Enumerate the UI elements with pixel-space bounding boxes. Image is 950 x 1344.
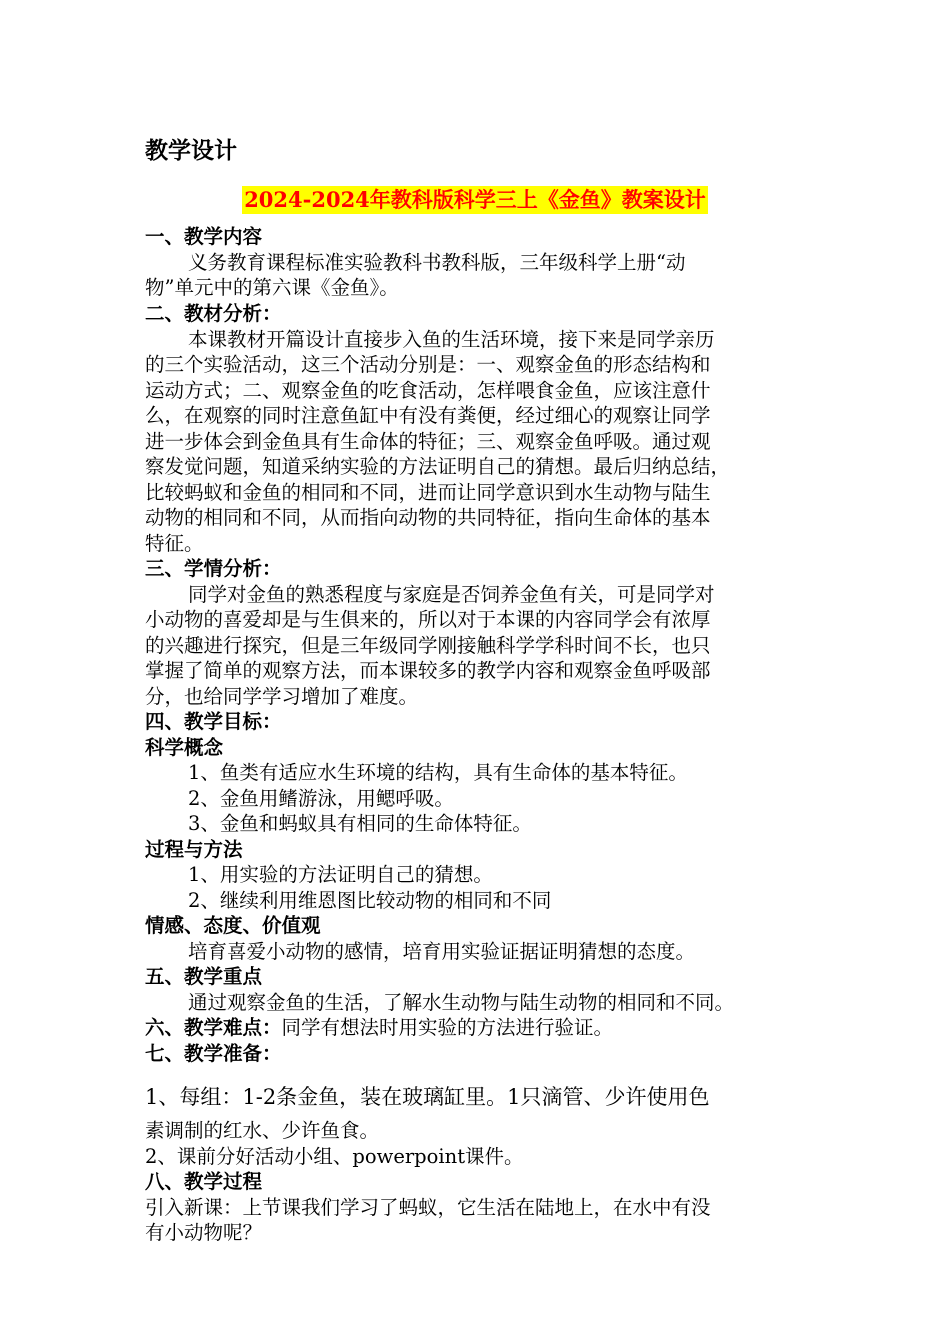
paragraph-line: 本课教材开篇设计直接步入鱼的生活环境，接下来是同学亲历: [188, 328, 715, 351]
list-item: 3、金鱼和蚂蚁具有相同的生命体特征。: [188, 812, 532, 835]
document-title-wrap: [0, 186, 950, 214]
paragraph-line: 分，也给同学学习增加了难度。: [145, 685, 419, 708]
paragraph-line: 1、每组：1-2条金鱼，装在玻璃缸里。1只滴管、少许使用色: [145, 1085, 710, 1109]
section-heading-goals: 四、教学目标：: [145, 710, 282, 733]
paragraph-line: 通过观察金鱼的生活，了解水生动物与陆生动物的相同和不同。: [188, 991, 735, 1014]
paragraph-line: 么，在观察的同时注意鱼缸中有没有粪便，经过细心的观察让同学: [145, 404, 711, 427]
subheading-process-methods: 过程与方法: [145, 838, 243, 861]
paragraph-line: 的三个实验活动，这三个活动分别是：一、观察金鱼的形态结构和: [145, 353, 711, 376]
section-heading-preparation: 七、教学准备：: [145, 1042, 282, 1065]
section-heading-difficulty: 六、教学难点：: [145, 1016, 282, 1039]
section-heading-key-points: 五、教学重点: [145, 965, 263, 988]
section-heading-material-analysis: 二、教材分析：: [145, 302, 282, 325]
paragraph-line: 培育喜爱小动物的感情，培育用实验证据证明猜想的态度。: [188, 940, 696, 963]
subheading-science-concepts: 科学概念: [145, 736, 224, 759]
section-heading-content: 一、教学内容: [145, 225, 263, 248]
paragraph-line: 进一步体会到金鱼具有生命体的特征；三、观察金鱼呼吸。通过观: [145, 430, 711, 453]
paragraph-line: 素调制的红水、少许鱼食。: [145, 1119, 380, 1142]
paragraph-line: 比较蚂蚁和金鱼的相同和不同，进而让同学意识到水生动物与陆生: [145, 481, 711, 504]
list-item: 1、用实验的方法证明自己的猜想。: [188, 863, 493, 886]
paragraph-line: 的兴趣进行探究，但是三年级同学刚接触科学学科时间不长，也只: [145, 634, 711, 657]
list-item: 2、金鱼用鳍游泳，用鳃呼吸。: [188, 787, 454, 810]
document-title: 2024-2024年教科版科学三上《金鱼》教案设计: [244, 187, 706, 212]
paragraph-line: 2、课前分好活动小组、powerpoint课件。: [145, 1145, 524, 1168]
paragraph-line: 物”单元中的第六课《金鱼》。: [145, 276, 399, 299]
list-item: 2、继续利用维恩图比较动物的相同和不同: [188, 889, 552, 912]
section-heading-learner-analysis: 三、学情分析：: [145, 557, 282, 580]
paragraph-line: 有小动物呢？: [145, 1221, 263, 1244]
paragraph-line: 同学对金鱼的熟悉程度与家庭是否饲养金鱼有关，可是同学对: [188, 583, 715, 606]
subheading-attitudes: 情感、态度、价值观: [145, 914, 321, 937]
paragraph-line: 特征。: [145, 532, 204, 555]
paragraph-line: 掌握了简单的观察方法，而本课较多的教学内容和观察金鱼呼吸部: [145, 659, 711, 682]
paragraph-line: 义务教育课程标准实验教科书教科版，三年级科学上册“动: [188, 251, 686, 274]
section-heading-process: 八、教学过程: [145, 1170, 263, 1193]
list-item: 1、鱼类有适应水生环境的结构，具有生命体的基本特征。: [188, 761, 688, 784]
document-header: 教学设计: [145, 137, 237, 164]
paragraph-line: 小动物的喜爱却是与生俱来的，所以对于本课的内容同学会有浓厚: [145, 608, 711, 631]
paragraph-line: 动物的相同和不同，从而指向动物的共同特征，指向生命体的基本: [145, 506, 711, 529]
difficulty-text: 同学有想法时用实验的方法进行验证。: [281, 1016, 614, 1039]
paragraph-line: 运动方式；二、观察金鱼的吃食活动，怎样喂食金鱼，应该注意什: [145, 379, 711, 402]
section-difficulty-line: [145, 1015, 825, 1041]
paragraph-line: 引入新课：上节课我们学习了蚂蚁，它生活在陆地上，在水中有没: [145, 1196, 711, 1219]
paragraph-line: 察发觉问题，知道采纳实验的方法证明自己的猜想。最后归纳总结，: [145, 455, 731, 478]
